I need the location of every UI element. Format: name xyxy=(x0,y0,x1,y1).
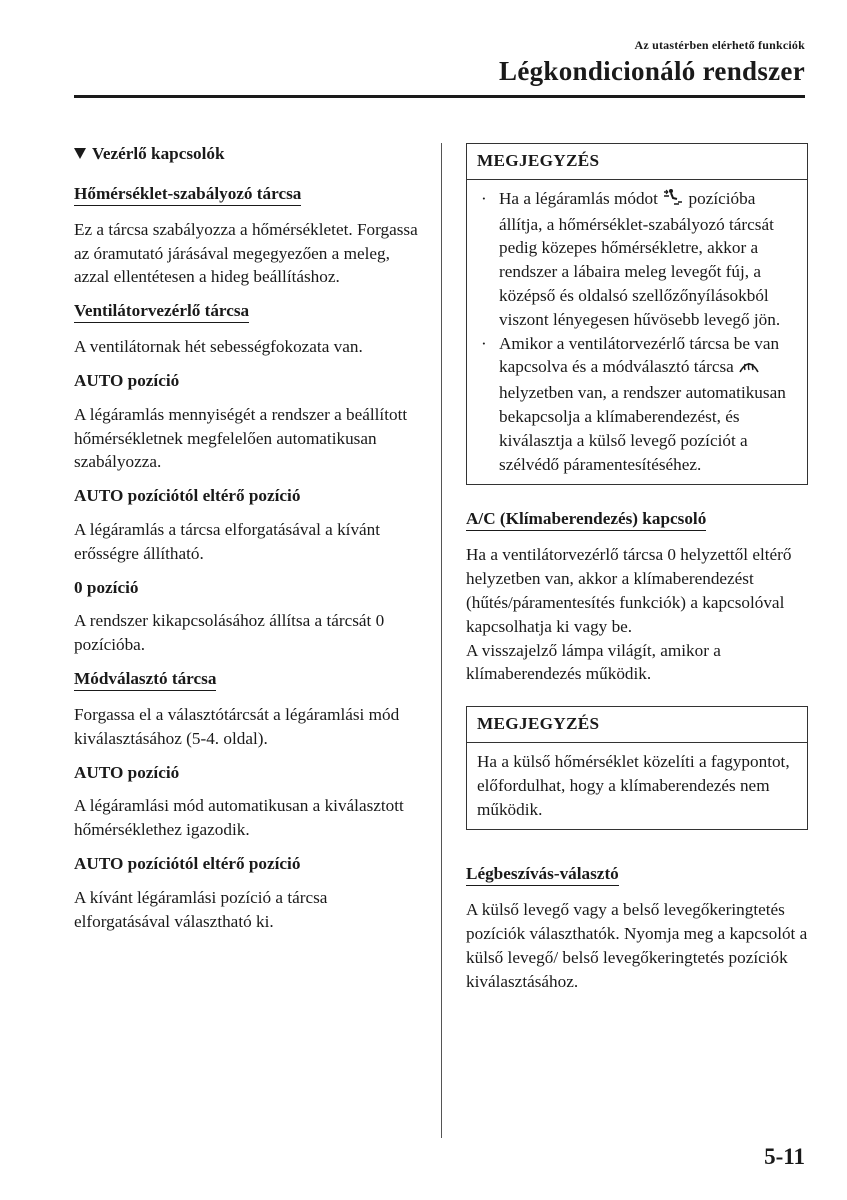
note-1-bullet-1-after: pozícióba állítja, a hőmérséklet-szabályozó tárcsát pedig közepes hőmérsékletre, akkor a rendszer a lábaira meleg levegőt fúj, a középső és oldalsó szellőzőnyílásokból viszont lényegesen hűvösebb levegő jön. xyxy=(499,188,781,329)
note-2-title: MEGJEGYZÉS xyxy=(467,707,807,743)
right-column xyxy=(466,143,808,1004)
note-2-text: Ha a külső hőmérséklet közelíti a fagypontot, előfordulhat, hogy a klímaberendezés nem működik. xyxy=(477,751,790,819)
section-heading xyxy=(74,142,424,166)
fan-non-auto-text: A légáramlás a tárcsa elforgatásával a kívánt erősségre állítható. xyxy=(74,519,381,563)
note-1-bullet-2 xyxy=(477,332,797,477)
note-box-1 xyxy=(466,143,808,485)
note-1-title: MEGJEGYZÉS xyxy=(467,144,807,180)
fan-dial-title: Ventilátorvezérlő tárcsa xyxy=(74,300,249,323)
fan-non-auto-title: AUTO pozíciótól eltérő pozíció xyxy=(74,486,301,506)
ac-switch-text-2: A visszajelző lámpa világít, amikor a klímaberendezés működik. xyxy=(466,640,721,684)
bullet-dot: · xyxy=(481,333,487,353)
note-1-bullet-1 xyxy=(477,187,797,332)
note-box-2 xyxy=(466,706,808,830)
windshield-defrost-icon xyxy=(738,356,760,381)
bilevel-foot-face-airflow-icon xyxy=(662,188,684,213)
fan-auto-text: A légáramlás mennyiségét a rendszer a beállított hőmérsékletnek megfelelően automatikusan szabályozza. xyxy=(74,404,408,472)
section-heading-text: Vezérlő kapcsolók xyxy=(92,144,225,163)
page-title: Légkondicionáló rendszer xyxy=(499,56,805,86)
column-divider xyxy=(441,143,442,1138)
running-header-section: Az utastérben elérhető funkciók xyxy=(634,38,805,52)
note-1-body xyxy=(467,180,807,485)
ac-switch-text-1: Ha a ventilátorvezérlő tárcsa 0 helyzettől eltérő helyzetben van, akkor a klímaberendezést (hűtés/páramentesítés funkciók) a kapcsolóval kapcsolhatja ki vagy be. xyxy=(466,545,792,636)
left-column xyxy=(74,142,424,943)
fan-dial-text: A ventilátornak hét sebességfokozata van. xyxy=(74,337,363,357)
mode-dial-text: Forgassa el a választótárcsát a légáramlási mód kiválasztásához (5-4. oldal). xyxy=(74,704,400,748)
mode-non-auto-text: A kívánt légáramlási pozíció a tárcsa elforgatásával választható ki. xyxy=(74,887,328,931)
temp-dial-title: Hőmérséklet-szabályozó tárcsa xyxy=(74,183,301,206)
mode-auto-text: A légáramlási mód automatikusan a kiválasztott hőmérséklethez igazodik. xyxy=(74,796,404,840)
mode-non-auto-title: AUTO pozíciótól eltérő pozíció xyxy=(74,853,301,873)
intake-selector-title: Légbeszívás-választó xyxy=(466,863,619,886)
mode-dial-title: Módválasztó tárcsa xyxy=(74,668,216,691)
zero-position-title: 0 pozíció xyxy=(74,577,139,597)
triangle-marker-icon xyxy=(74,148,86,159)
mode-auto-title: AUTO pozíció xyxy=(74,762,180,782)
zero-position-text: A rendszer kikapcsolásához állítsa a tárcsát 0 pozícióba. xyxy=(74,611,385,655)
temp-dial-text: Ez a tárcsa szabályozza a hőmérsékletet. Forgassa az óramutató járásával megegyezően a meleg, azzal ellentétesen a hideg beállításhoz. xyxy=(74,219,418,287)
ac-switch-title: A/C (Klímaberendezés) kapcsoló xyxy=(466,508,706,531)
bullet-dot: · xyxy=(481,188,487,208)
fan-auto-title: AUTO pozíció xyxy=(74,370,180,390)
note-1-bullet-2-before: Amikor a ventilátorvezérlő tárcsa be van kapcsolva és a módválasztó tárcsa xyxy=(499,333,780,377)
header-rule xyxy=(74,95,805,98)
intake-selector-text: A külső levegő vagy a belső levegőkeringtetés pozíciók választhatók. Nyomja meg a kapcsolót a külső levegő/ belső levegőkeringtetés pozíciók kiválasztásához. xyxy=(466,900,808,991)
note-1-bullet-1-before: Ha a légáramlás módot xyxy=(499,188,658,208)
note-1-bullet-2-after: helyzetben van, a rendszer automatikusan bekapcsolja a klímaberendezést, és kiválasztja a külső levegő pozíciót a szélvédő páramentesítéséhez. xyxy=(499,383,786,474)
page-number: 5-11 xyxy=(764,1144,805,1169)
